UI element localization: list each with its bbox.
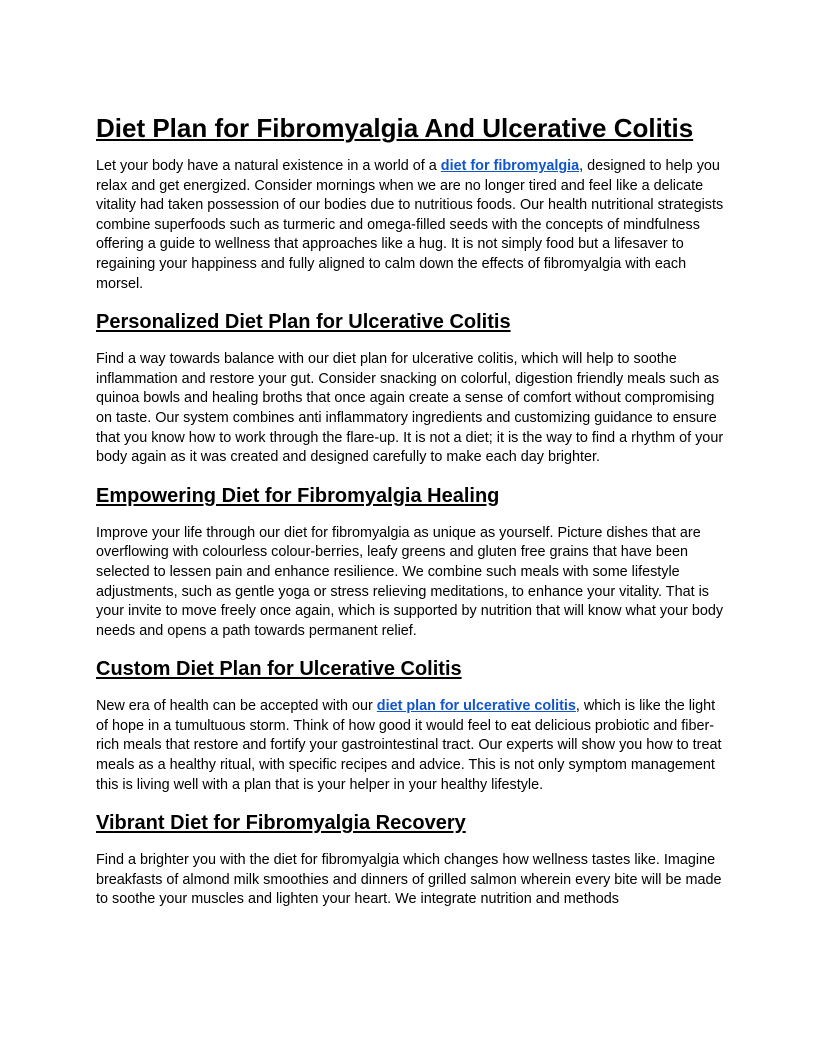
section-heading-empowering-diet: Empowering Diet for Fibromyalgia Healing <box>96 484 500 507</box>
intro-paragraph <box>96 157 726 294</box>
section-paragraph-empowering-diet: Improve your life through our diet for fibromyalgia as unique as yourself. Picture dishes that are overflowing with colourless colour-berries, leafy greens and gluten free grains that have been selected to lessen pain and enhance resilience. We combine such meals with some lifestyle adjustments, such as gentle yoga or stress relieving meditations, to enhance your vitality. That is your invite to move freely once again, which is supported by nutrition that will know what your body needs and opens a path towards permanent relief. <box>96 524 724 639</box>
section-heading-personalized-diet: Personalized Diet Plan for Ulcerative Colitis <box>96 311 511 334</box>
section-paragraph-custom-diet <box>96 697 726 795</box>
intro-text-end: , designed to help you relax and get energized. Consider mornings when we are no longer tired and feel like a delicate vitality had taken possession of our bodies due to nutritious foods. Our health nutritional strategists combine superfoods such as turmeric and omega-filled seeds with the concepts of mindfulness offering a guide to wellness that approaches like a hug. It is not simply food but a lifesaver to regaining your happiness and fully aligned to calm down the effects of fibromyalgia with each morsel. <box>96 158 724 292</box>
section-heading-custom-diet: Custom Diet Plan for Ulcerative Colitis <box>96 658 462 681</box>
custom-diet-text-end: , which is like the light of hope in a tumultuous storm. Think of how good it would feel to eat delicious probiotic and fiber-rich meals that restore and fortify your gastrointestinal tract. Our experts will show you how to treat meals as a healthy ritual, with specific recipes and advice. This is not only symptom management this is living well with a plan that is your helper in your healthy lifestyle. <box>96 698 722 793</box>
diet-plan-for-ulcerative-colitis-link[interactable]: diet plan for ulcerative colitis <box>376 698 576 715</box>
section-paragraph-personalized-diet: Find a way towards balance with our diet plan for ulcerative colitis, which will help to soothe inflammation and restore your gut. Consider snacking on colorful, digestion friendly meals such as quinoa bowls and healing broths that once again create a sense of comfort without compromising on taste. Our system combines anti inflammatory ingredients and customizing guidance to ensure that you know how to work through the flare-up. It is not a diet; it is the way to find a rhythm of your body again as it was created and designed carefully to make each day brighter. <box>96 351 724 466</box>
custom-diet-text-start: New era of health can be accepted with our <box>96 698 377 715</box>
document-page <box>96 112 726 910</box>
section-paragraph-vibrant-diet: Find a brighter you with the diet for fibromyalgia which changes how wellness tastes like. Imagine breakfasts of almond milk smoothies and dinners of grilled salmon wherein every bite will be made to soothe your muscles and lighten your heart. We integrate nutrition and methods <box>96 852 722 908</box>
section-heading-vibrant-diet: Vibrant Diet for Fibromyalgia Recovery <box>96 812 466 835</box>
diet-for-fibromyalgia-link[interactable]: diet for fibromyalgia <box>440 158 580 174</box>
document-title: Diet Plan for Fibromyalgia And Ulcerative Colitis <box>96 113 694 143</box>
intro-text-start: Let your body have a natural existence in a world of a <box>96 158 441 174</box>
